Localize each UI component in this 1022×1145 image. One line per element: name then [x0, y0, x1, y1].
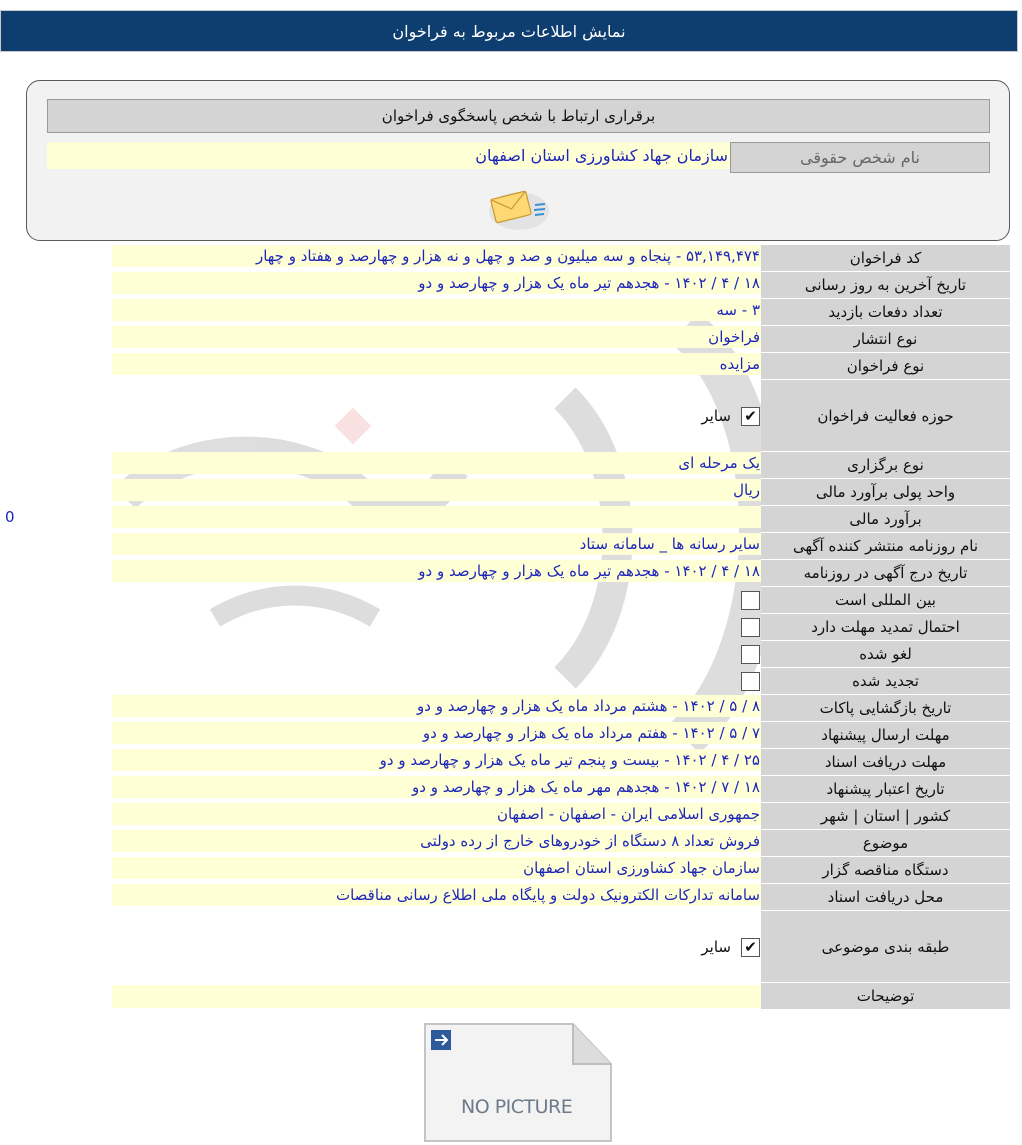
- newspaper-date-value: ۱۸ / ۴ / ۱۴۰۲ - هجدهم تیر ماه یک هزار و چهارصد و دو: [112, 560, 761, 582]
- page-header: [0, 10, 1018, 52]
- opening-date-value: ۸ / ۵ / ۱۴۰۲ - هشتم مرداد ماه یک هزار و چهارصد و دو: [112, 695, 761, 717]
- row-category: [112, 911, 1010, 983]
- submit-deadline-value: ۷ / ۵ / ۱۴۰۲ - هفتم مرداد ماه یک هزار و چهارصد و دو: [112, 722, 761, 744]
- activity-other-label: سایر: [701, 407, 731, 425]
- row-currency: [112, 479, 1010, 506]
- newspaper-label: نام روزنامه منتشر کننده آگهی: [761, 533, 1010, 560]
- docs-deadline-value: ۲۵ / ۴ / ۱۴۰۲ - بیست و پنجم تیر ماه یک هزار و چهارصد و دو: [112, 749, 761, 771]
- row-renewed: [112, 668, 1010, 695]
- holding-type-value: یک مرحله ای: [112, 452, 761, 474]
- organizer-value: سازمان جهاد کشاورزی استان اصفهان: [112, 857, 761, 879]
- category-label: طبقه بندی موضوعی: [761, 911, 1010, 983]
- no-picture-image: [423, 1022, 613, 1141]
- row-location: [112, 803, 1010, 830]
- row-call-type: [112, 353, 1010, 380]
- row-last-update: [112, 272, 1010, 299]
- holding-type-label: نوع برگزاری: [761, 452, 1010, 479]
- row-international: [112, 587, 1010, 614]
- row-description: [112, 983, 1010, 1010]
- location-value: جمهوری اسلامی ایران - اصفهان - اصفهان: [112, 803, 761, 825]
- docs-place-value: سامانه تدارکات الکترونیک دولت و پایگاه ملی اطلاع رسانی مناقصات: [112, 884, 761, 906]
- visits-label: تعداد دفعات بازدید: [761, 299, 1010, 326]
- no-picture-text: NO PICTURE: [461, 1096, 573, 1118]
- international-checkbox[interactable]: [741, 591, 760, 610]
- row-publish-type: [112, 326, 1010, 353]
- publish-type-label: نوع انتشار: [761, 326, 1010, 353]
- docs-deadline-label: مهلت دریافت اسناد: [761, 749, 1010, 776]
- description-label: توضیحات: [761, 983, 1010, 1010]
- currency-value: ریال: [112, 479, 761, 501]
- subject-value: فروش تعداد ۸ دستگاه از خودروهای خارج از رده دولتی: [112, 830, 761, 852]
- call-type-label: نوع فراخوان: [761, 353, 1010, 380]
- estimate-label: برآورد مالی: [761, 506, 1010, 533]
- publish-type-value: فراخوان: [112, 326, 761, 348]
- activity-other-checkbox[interactable]: ✔: [741, 407, 760, 426]
- row-validity-date: [112, 776, 1010, 803]
- extension-label: احتمال تمدید مهلت دارد: [761, 614, 1010, 641]
- international-label: بین المللی است: [761, 587, 1010, 614]
- visits-value: ۳ - سه: [112, 299, 761, 321]
- row-activity-area: [112, 380, 1010, 452]
- category-options: [112, 911, 761, 983]
- row-submit-deadline: [112, 722, 1010, 749]
- newspaper-date-label: تاریخ درج آگهی در روزنامه: [761, 560, 1010, 587]
- contact-title: برقراری ارتباط با شخص پاسخگوی فراخوان: [47, 99, 990, 133]
- validity-date-value: ۱۸ / ۷ / ۱۴۰۲ - هجدهم مهر ماه یک هزار و چهارصد و دو: [112, 776, 761, 798]
- activity-area-options: [112, 380, 761, 452]
- legal-person-value: سازمان جهاد کشاورزی استان اصفهان: [47, 142, 730, 169]
- row-newspaper: [112, 533, 1010, 560]
- last-update-label: تاریخ آخرین به روز رسانی: [761, 272, 1010, 299]
- subject-label: موضوع: [761, 830, 1010, 857]
- legal-person-label: نام شخص حقوقی: [730, 142, 990, 173]
- newspaper-value: سایر رسانه ها _ سامانه ستاد: [112, 533, 761, 555]
- extension-checkbox[interactable]: [741, 618, 760, 637]
- estimate-number: 0: [5, 508, 15, 526]
- row-cancelled: [112, 641, 1010, 668]
- row-holding-type: [112, 452, 1010, 479]
- contact-panel: [26, 80, 1010, 241]
- row-docs-place: [112, 884, 1010, 911]
- page-title: نمایش اطلاعات مربوط به فراخوان: [392, 21, 626, 41]
- organizer-label: دستگاه مناقصه گزار: [761, 857, 1010, 884]
- code-label: کد فراخوان: [761, 245, 1010, 272]
- row-docs-deadline: [112, 749, 1010, 776]
- row-newspaper-date: [112, 560, 1010, 587]
- row-estimate: [5, 506, 1010, 533]
- submit-deadline-label: مهلت ارسال پیشنهاد: [761, 722, 1010, 749]
- row-opening-date: [112, 695, 1010, 722]
- estimate-value: [5, 506, 761, 528]
- row-organizer: [112, 857, 1010, 884]
- call-type-value: مزایده: [112, 353, 761, 375]
- category-other-checkbox[interactable]: ✔: [741, 938, 760, 957]
- code-value: ۵۳,۱۴۹,۴۷۴ - پنجاه و سه میلیون و صد و چهل و نه هزار و چهارصد و هفتاد و چهار: [112, 245, 761, 267]
- last-update-value: ۱۸ / ۴ / ۱۴۰۲ - هجدهم تیر ماه یک هزار و چهارصد و دو: [112, 272, 761, 294]
- row-visits: [112, 299, 1010, 326]
- row-code: [112, 245, 1010, 272]
- envelope-icon[interactable]: [487, 185, 551, 231]
- cancelled-label: لغو شده: [761, 641, 1010, 668]
- currency-label: واحد پولی برآورد مالی: [761, 479, 1010, 506]
- opening-date-label: تاریخ بازگشایی پاکات: [761, 695, 1010, 722]
- location-label: کشور | استان | شهر: [761, 803, 1010, 830]
- activity-area-label: حوزه فعالیت فراخوان: [761, 380, 1010, 452]
- validity-date-label: تاریخ اعتبار پیشنهاد: [761, 776, 1010, 803]
- description-value: [112, 985, 761, 1008]
- docs-place-label: محل دریافت اسناد: [761, 884, 1010, 911]
- cancelled-checkbox[interactable]: [741, 645, 760, 664]
- row-subject: [112, 830, 1010, 857]
- renewed-label: تجدید شده: [761, 668, 1010, 695]
- row-extension: [112, 614, 1010, 641]
- category-other-label: سایر: [701, 938, 731, 956]
- renewed-checkbox[interactable]: [741, 672, 760, 691]
